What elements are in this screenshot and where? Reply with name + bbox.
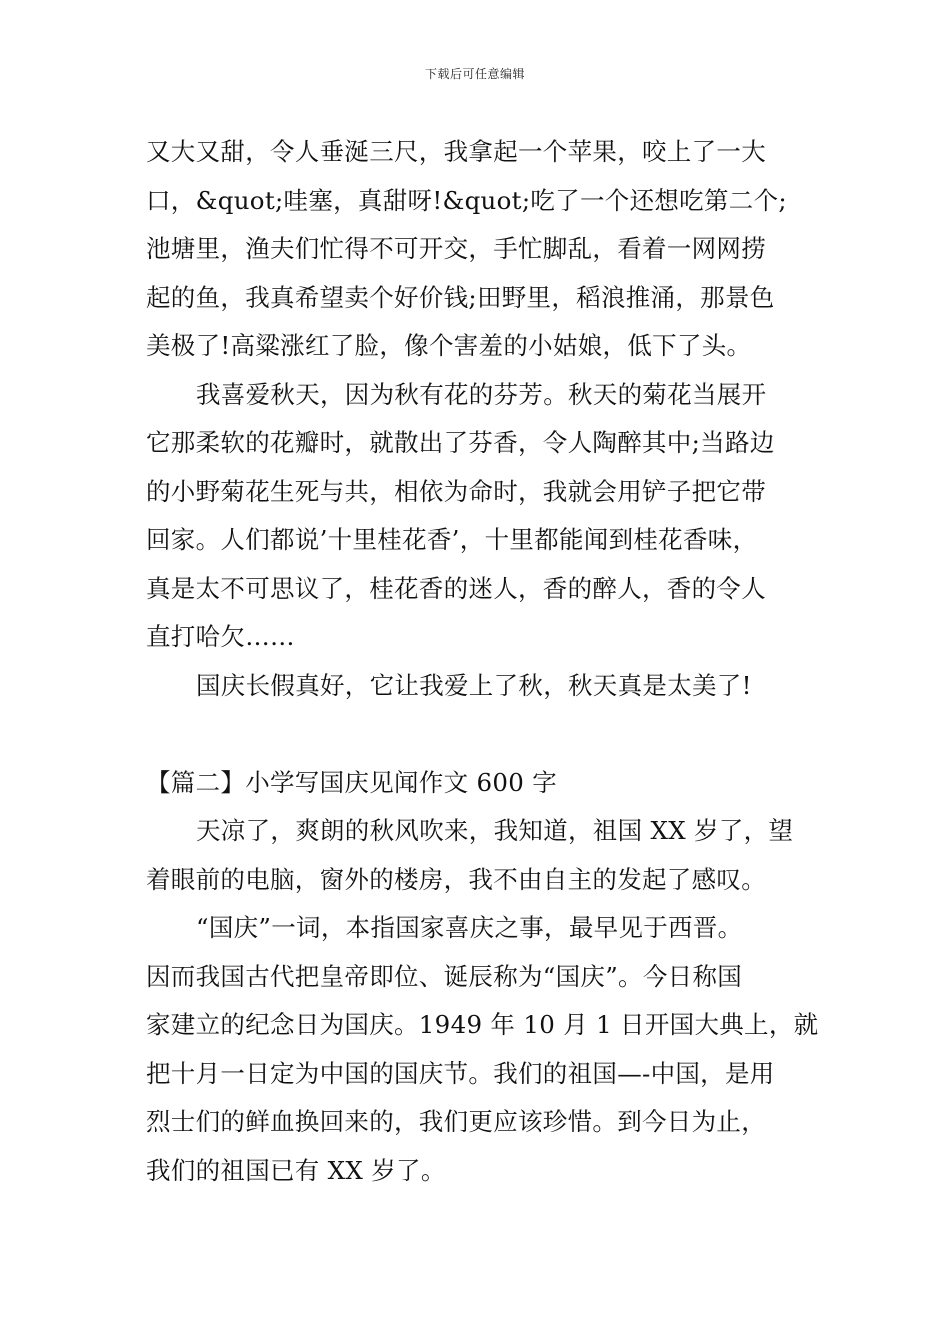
text-line: 美极了!高粱涨红了脸，像个害羞的小姑娘，低下了头。 [146, 331, 752, 360]
text-line: 起的鱼，我真希望卖个好价钱;田野里，稻浪推涌，那景色 [146, 282, 775, 312]
text-line: 烈士们的鲜血换回来的，我们更应该珍惜。到今日为止， [146, 1107, 766, 1136]
text-line: 直打哈欠…… [146, 622, 295, 651]
text-line: 池塘里，渔夫们忙得不可开交，手忙脚乱，看着一网网捞 [146, 234, 766, 263]
text-line: 口，&quot;哇塞，真甜呀!&quot;吃了一个还想吃第二个; [146, 185, 787, 215]
text-line: 家建立的纪念日为国庆。1949 年 10 月 1 日开国大典上，就 [146, 1010, 819, 1039]
blank-line [146, 710, 826, 759]
text-line: 因而我国古代把皇帝即位、诞辰称为“国庆”。今日称国 [146, 961, 743, 991]
text-line: 又大又甜，令人垂涎三尺，我拿起一个苹果，咬上了一大 [146, 137, 766, 166]
text-line: 我们的祖国已有 XX 岁了。 [146, 1155, 446, 1185]
text-line: 把十月一日定为中国的国庆节。我们的祖国—-中国，是用 [146, 1058, 775, 1088]
document-body [146, 128, 826, 1195]
text-line: 它那柔软的花瓣时，就散出了芬香，令人陶醉其中;当路边 [146, 428, 775, 457]
paragraph-first-line: 国庆长假真好，它让我爱上了秋，秋天真是太美了! [196, 670, 752, 700]
text-line: 回家。人们都说’十里桂花香’，十里都能闻到桂花香味， [146, 525, 758, 554]
text-line: 的小野菊花生死与共，相依为命时，我就会用铲子把它带 [146, 476, 766, 506]
paragraph-first-line: “国庆”一词，本指国家喜庆之事，最早见于西晋。 [196, 913, 743, 942]
section-title: 【篇二】小学写国庆见闻作文 600 字 [146, 767, 558, 797]
paragraph-first-line: 天凉了，爽朗的秋风吹来，我知道，祖国 XX 岁了，望 [196, 816, 794, 845]
text-line: 真是太不可思议了，桂花香的迷人，香的醉人，香的令人 [146, 573, 766, 603]
paragraph-first-line: 我喜爱秋天，因为秋有花的芬芳。秋天的菊花当展开 [196, 379, 767, 409]
text-line: 着眼前的电脑，窗外的楼房，我不由自主的发起了感叹。 [146, 864, 766, 894]
page-header-note: 下载后可任意编辑 [424, 67, 525, 81]
